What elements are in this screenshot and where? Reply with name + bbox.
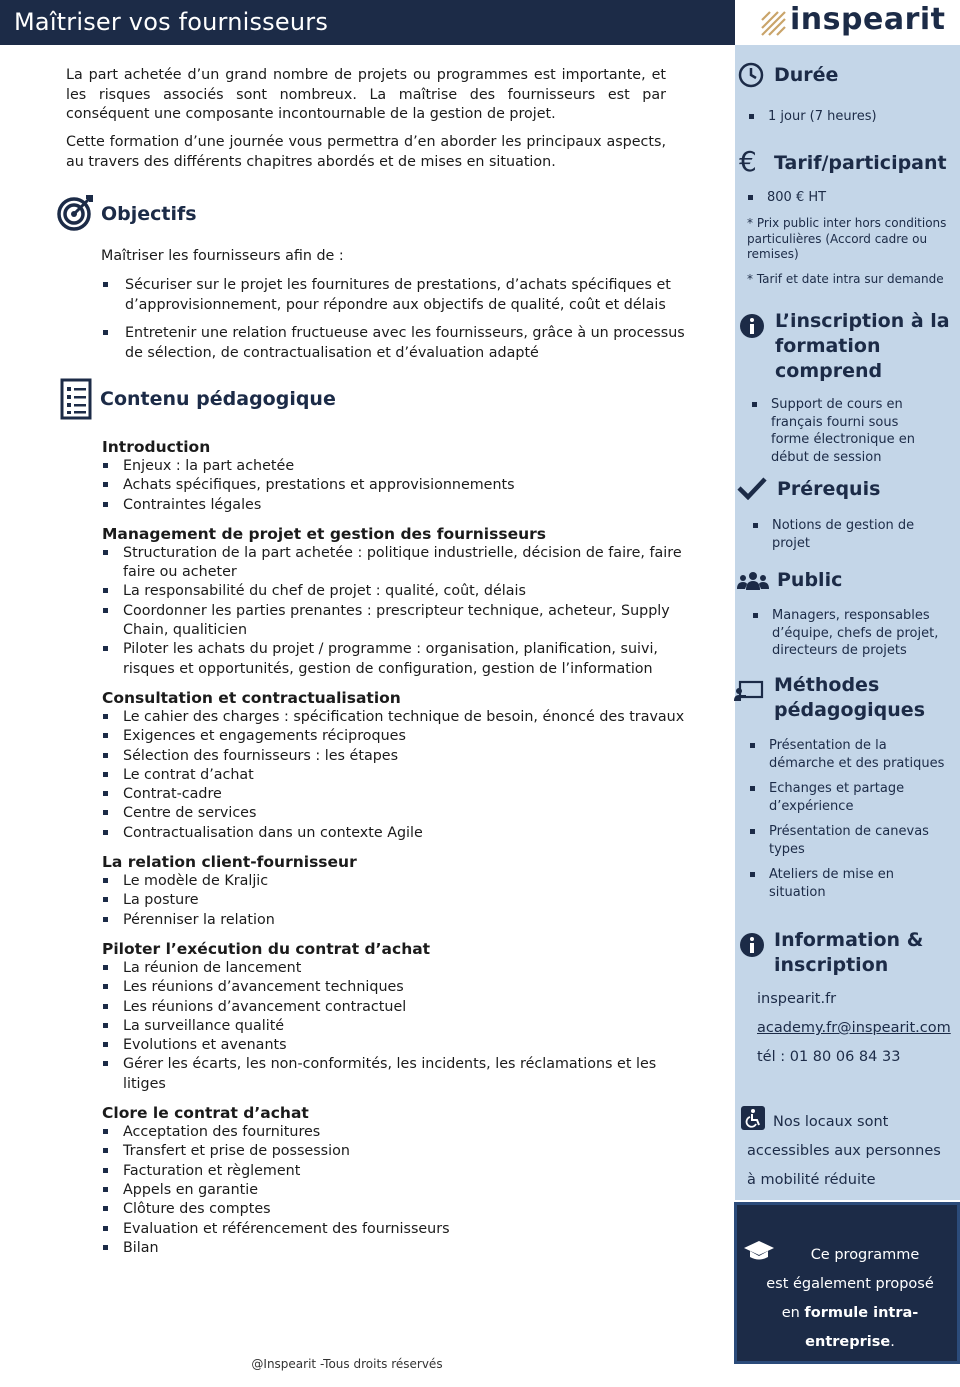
list-item: Centre de services [102,804,697,823]
module-title: Clore le contrat d’achat [102,1104,309,1123]
module-list [102,1123,697,1258]
title-bar [0,0,735,45]
page-title: Maîtriser vos fournisseurs [14,8,329,36]
info-title-line: inscription [774,954,889,976]
logo-text: inspearit [790,2,946,37]
public-list [750,607,945,668]
objectifs-lead: Maîtriser les fournisseurs afin de : [101,248,344,264]
intra-line-2: est également proposé [766,1276,934,1292]
list-item: 800 € HT [745,189,950,207]
inspearit-logo [760,4,950,42]
tarif-list [745,189,950,215]
list-item: Exigences et engagements réciproques [102,727,697,746]
module-title: Piloter l’exécution du contrat d’achat [102,939,431,958]
list-item: Enjeux : la part achetée [102,457,697,476]
list-item: Transfert et prise de possession [102,1142,697,1161]
tarif-note: * Prix public inter hors conditions particulières (Accord cadre ou remises) [747,216,947,261]
contenu-title: Contenu pédagogique [100,388,336,410]
list-item: Bilan [102,1239,697,1258]
tarif-title: Tarif/participant [774,152,947,174]
list-item: Contrat-cadre [102,785,697,804]
objectifs-list [101,276,696,372]
list-item: Le modèle de Kraljic [102,872,697,891]
list-item: La réunion de lancement [102,959,697,978]
intro-paragraph-2: Cette formation d’une journée vous permettra d’en aborder les principaux aspects, au travers des différents chapitres abordés et de mises en situation. [66,134,666,170]
list-item: Le cahier des charges : spécification technique de besoin, énoncé des travaux [102,708,697,727]
inscription-title-line: formation [775,335,881,357]
info-icon [739,932,765,958]
list-item: Coordonner les parties prenantes : prescripteur technique, acheteur, Supply Chain, qualiticien [102,602,697,641]
list-item: Présentation de la démarche et des pratiques [747,737,947,772]
list-item: Acceptation des fournitures [102,1123,697,1142]
info-icon [739,313,765,339]
intra-line-3 [737,1299,960,1357]
presentation-icon [734,680,764,702]
list-item: La posture [102,891,697,910]
intra-line-3-post: . [890,1334,895,1350]
duree-title: Durée [774,64,839,86]
accessibility-text: Nos locaux sont accessibles aux personnes à mobilité réduite [747,1114,941,1188]
objectifs-title: Objectifs [101,203,197,225]
module-title: La relation client-fournisseur [102,853,357,872]
logo-mark-icon [760,10,786,36]
list-item: Evaluation et référencement des fournisseurs [102,1220,697,1239]
list-item: Achats spécifiques, prestations et approvisionnements [102,476,697,495]
list-item: Gérer les écarts, les non-conformités, les incidents, les réclamations et les litiges [102,1055,697,1094]
module [102,1103,697,1258]
methodes-title [774,673,925,723]
module-title: Management de projet et gestion des fournisseurs [102,524,546,543]
info-title-line: Information & [774,929,924,951]
intra-line-3-bold: formule intra-entreprise [804,1305,919,1350]
inscription-list [749,396,939,474]
tarif-intra-note: * Tarif et date intra sur demande [747,272,944,286]
module [102,524,697,679]
list-item: Pérenniser la relation [102,911,697,930]
list-item: Entretenir une relation fructueuse avec les fournisseurs, grâce à un processus de sélection, de contractualisation et d’évaluation adapté [101,324,696,363]
list-item: Managers, responsables d’équipe, chefs de projet, directeurs de projets [750,607,945,660]
email-link[interactable]: academy.fr@inspearit.com [757,1020,951,1036]
prerequis-title: Prérequis [777,478,881,500]
module-list [102,708,697,843]
inscription-title [775,309,950,384]
list-item: Contractualisation dans un contexte Agile [102,824,697,843]
users-icon [737,571,769,591]
duree-list [746,108,951,134]
module [102,939,697,1094]
accessibility-note [747,1108,952,1195]
info-title [774,928,923,978]
list-item: Structuration de la part achetée : politique industrielle, décision de faire, faire faire ou acheter [102,544,697,583]
website-link[interactable]: inspearit.fr [757,991,837,1007]
list-item: Ateliers de mise en situation [747,866,947,901]
inscription-title-line: comprend [775,360,883,382]
list-item: Contraintes légales [102,496,697,515]
list-item: Evolutions et avenants [102,1036,697,1055]
euro-icon: € [739,145,757,178]
list-item: Sécuriser sur le projet les fournitures de prestations, d’achats spécifiques et d’approvisionnement, pour répondre aux objectifs de qualité, coût et délais [101,276,696,315]
contenu-modules [102,437,697,1258]
list-item: La responsabilité du chef de projet : qualité, coût, délais [102,582,697,601]
list-item: Les réunions d’avancement techniques [102,978,697,997]
checklist-icon [60,378,92,420]
intro-paragraph-1: La part achetée d’un grand nombre de projets ou programmes est importante, et les risques associés sont nombreux. La maîtrise des fournisseurs est par conséquent une composante incontournable de la gestion de projet. [66,67,666,122]
list-item: La surveillance qualité [102,1017,697,1036]
module-list [102,872,697,930]
module [102,437,697,515]
module [102,852,697,930]
inscription-title-line: L’inscription à la [775,310,950,332]
phone-number: tél : 01 80 06 84 33 [757,1049,901,1065]
module-list [102,959,697,1094]
list-item: Facturation et règlement [102,1162,697,1181]
list-item: 1 jour (7 heures) [746,108,951,126]
list-item: Le contrat d’achat [102,766,697,785]
clock-icon [738,62,764,88]
methodes-list [747,737,947,909]
methodes-title-line: Méthodes [774,674,880,696]
list-item: Piloter les achats du projet / programme : organisation, planification, suivi, risques et opportunités, gestion de configuration, gestion de l’information [102,640,697,679]
list-item: Sélection des fournisseurs : les étapes [102,747,697,766]
list-item: Les réunions d’avancement contractuel [102,998,697,1017]
module-list [102,544,697,679]
list-item: Appels en garantie [102,1181,697,1200]
module-title: Introduction [102,438,211,456]
intra-line-1: Ce programme [810,1247,920,1263]
public-title: Public [777,569,843,591]
list-item: Notions de gestion de projet [750,517,940,552]
list-item: Présentation de canevas types [747,823,947,858]
intra-text [737,1241,960,1357]
list-item: Clôture des comptes [102,1200,697,1219]
list-item: Support de cours en français fourni sous forme électronique en début de session [749,396,939,466]
prerequis-list [750,517,940,560]
intra-line-3-pre: en [781,1305,805,1321]
list-item: Echanges et partage d’expérience [747,780,947,815]
target-icon [57,193,95,231]
module [102,688,697,843]
module-list [102,457,697,515]
copyright-footer: @Inspearit -Tous droits réservés [251,1357,443,1371]
module-title: Consultation et contractualisation [102,688,401,707]
check-icon [736,476,768,500]
methodes-title-line: pédagogiques [774,699,925,721]
intra-entreprise-box [734,1202,960,1364]
